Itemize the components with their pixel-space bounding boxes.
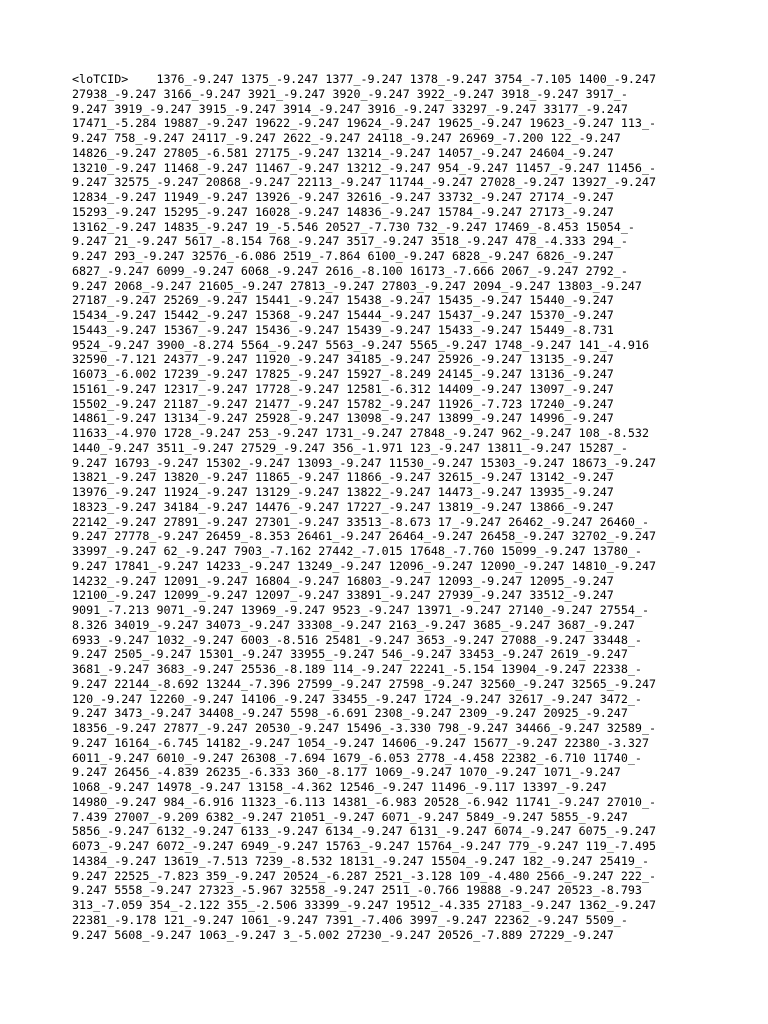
text-line: 22381_-9.178 121_-9.247 1061_-9.247 7391_-7.406 3997_-9.247 22362_-9.247 5509_- <box>72 912 628 927</box>
text-line: 8.326 34019_-9.247 34073_-9.247 33308_-9.247 2163_-9.247 3685_-9.247 3687_-9.247 <box>72 617 635 632</box>
text-line: 9.247 16793_-9.247 15302_-9.247 13093_-9.247 11530_-9.247 15303_-9.247 18673_-9.247 <box>72 455 657 470</box>
text-line: 9.247 17841_-9.247 14233_-9.247 13249_-9.247 12096_-9.247 12090_-9.247 14810_-9.247 <box>72 558 657 573</box>
text-line: 9.247 5608_-9.247 1063_-9.247 3_-5.002 27230_-9.247 20526_-7.889 27229_-9.247 <box>72 927 614 942</box>
text-line: 9.247 5558_-9.247 27323_-5.967 32558_-9.247 2511_-0.766 19888_-9.247 20523_-8.793 <box>72 883 642 898</box>
text-line: 13821_-9.247 13820_-9.247 11865_-9.247 11866_-9.247 32615_-9.247 13142_-9.247 <box>72 470 614 485</box>
text-line: 15161_-9.247 12317_-9.247 17728_-9.247 12581_-6.312 14409_-9.247 13097_-9.247 <box>72 381 614 396</box>
text-line: 120_-9.247 12260_-9.247 14106_-9.247 33455_-9.247 1724_-9.247 32617_-9.247 3472_- <box>72 691 642 706</box>
text-line: 6073_-9.247 6072_-9.247 6949_-9.247 15763_-9.247 15764_-9.247 779_-9.247 119_-7.495 <box>72 839 657 853</box>
text-line: 9.247 3919_-9.247 3915_-9.247 3914_-9.247 3916_-9.247 33297_-9.247 33177_-9.247 <box>72 101 628 116</box>
text-line: 22142_-9.247 27891_-9.247 27301_-9.247 33513_-8.673 17_-9.247 26462_-9.247 26460_- <box>72 514 649 529</box>
text-line: 9.247 22525_-7.823 359_-9.247 20524_-6.287 2521_-3.128 109_-4.480 2566_-9.247 222_- <box>72 868 657 883</box>
text-line: 9.247 22144_-8.692 13244_-7.396 27599_-9.247 27598_-9.247 32560_-9.247 32565_-9.247 <box>72 676 657 691</box>
text-line: 15293_-9.247 15295_-9.247 16028_-9.247 14836_-9.247 15784_-9.247 27173_-9.247 <box>72 204 614 219</box>
text-line: 15434_-9.247 15442_-9.247 15368_-9.247 15444_-9.247 15437_-9.247 15370_-9.247 <box>72 308 614 322</box>
text-line: 14826_-9.247 27805_-6.581 27175_-9.247 13214_-9.247 14057_-9.247 24604_-9.247 <box>72 145 614 160</box>
text-line: 17471_-5.284 19887_-9.247 19622_-9.247 19624_-9.247 19625_-9.247 19623_-9.247 113_- <box>72 116 657 131</box>
text-line: 18323_-9.247 34184_-9.247 14476_-9.247 17227_-9.247 13819_-9.247 13866_-9.247 <box>72 499 614 514</box>
text-line: 13976_-9.247 11924_-9.247 13129_-9.247 13822_-9.247 14473_-9.247 13935_-9.247 <box>72 485 614 499</box>
text-line: 9.247 27778_-9.247 26459_-8.353 26461_-9.247 26464_-9.247 26458_-9.247 32702_-9.247 <box>72 529 657 544</box>
text-line: 313_-7.059 354_-2.122 355_-2.506 33399_-9.247 19512_-4.335 27183_-9.247 1362_-9.247 <box>72 898 657 912</box>
text-line: 11633_-4.970 1728_-9.247 253_-9.247 1731_-9.247 27848_-9.247 962_-9.247 108_-8.532 <box>72 426 649 440</box>
text-line: 9.247 758_-9.247 24117_-9.247 2622_-9.247 24118_-9.247 26969_-7.200 122_-9.247 <box>72 131 621 145</box>
text-line: 9.247 3473_-9.247 34408_-9.247 5598_-6.691 2308_-9.247 2309_-9.247 20925_-9.247 <box>72 706 628 721</box>
text-line: 12100_-9.247 12099_-9.247 12097_-9.247 33891_-9.247 27939_-9.247 33512_-9.247 <box>72 588 614 603</box>
text-line: 6933_-9.247 1032_-9.247 6003_-8.516 25481_-9.247 3653_-9.247 27088_-9.247 33448_- <box>72 632 642 647</box>
text-line: 16073_-6.002 17239_-9.247 17825_-9.247 15927_-8.249 24145_-9.247 13136_-9.247 <box>72 367 614 381</box>
text-line: 1068_-9.247 14978_-9.247 13158_-4.362 12546_-9.247 11496_-9.117 13397_-9.247 <box>72 780 607 794</box>
text-line: 27187_-9.247 25269_-9.247 15441_-9.247 15438_-9.247 15435_-9.247 15440_-9.247 <box>72 293 614 308</box>
text-line: 6827_-9.247 6099_-9.247 6068_-9.247 2616_-8.100 16173_-7.666 2067_-9.247 2792_- <box>72 263 628 278</box>
text-line: 5856_-9.247 6132_-9.247 6133_-9.247 6134_-9.247 6131_-9.247 6074_-9.247 6075_-9.247 <box>72 824 657 839</box>
text-line: 13162_-9.247 14835_-9.247 19_-5.546 20527_-7.730 732_-9.247 17469_-8.453 15054_- <box>72 219 635 234</box>
text-line: 9.247 21_-9.247 5617_-8.154 768_-9.247 3517_-9.247 3518_-9.247 478_-4.333 294_- <box>72 234 628 249</box>
text-line: 15443_-9.247 15367_-9.247 15436_-9.247 15439_-9.247 15433_-9.247 15449_-8.731 <box>72 322 614 337</box>
text-line: 15502_-9.247 21187_-9.247 21477_-9.247 15782_-9.247 11926_-7.723 17240_-9.247 <box>72 396 614 411</box>
text-line: 9.247 293_-9.247 32576_-6.086 2519_-7.864 6100_-9.247 6828_-9.247 6826_-9.247 <box>72 249 614 263</box>
text-line: 3681_-9.247 3683_-9.247 25536_-8.189 114_-9.247 22241_-5.154 13904_-9.247 22338_- <box>72 662 642 676</box>
text-line: 14384_-9.247 13619_-7.513 7239_-8.532 18131_-9.247 15504_-9.247 182_-9.247 25419_- <box>72 853 649 868</box>
text-line: 9.247 26456_-4.839 26235_-6.333 360_-8.177 1069_-9.247 1070_-9.247 1071_-9.247 <box>72 765 621 780</box>
text-line: 14232_-9.247 12091_-9.247 16804_-9.247 16803_-9.247 12093_-9.247 12095_-9.247 <box>72 573 614 588</box>
text-line: 9524_-9.247 3900_-8.274 5564_-9.247 5563_-9.247 5565_-9.247 1748_-9.247 141_-4.916 <box>72 337 649 352</box>
text-line: 7.439 27007_-9.209 6382_-9.247 21051_-9.247 6071_-9.247 5849_-9.247 5855_-9.247 <box>72 809 628 824</box>
document-text-body <box>72 72 712 942</box>
text-line: 9.247 16164_-6.745 14182_-9.247 1054_-9.247 14606_-9.247 15677_-9.247 22380_-3.327 <box>72 735 649 750</box>
text-line: 12834_-9.247 11949_-9.247 13926_-9.247 32616_-9.247 33732_-9.247 27174_-9.247 <box>72 190 614 204</box>
text-line: 27938_-9.247 3166_-9.247 3921_-9.247 3920_-9.247 3922_-9.247 3918_-9.247 3917_- <box>72 86 628 101</box>
text-line: 6011_-9.247 6010_-9.247 26308_-7.694 1679_-6.053 2778_-4.458 22382_-6.710 11740_- <box>72 750 642 765</box>
text-line: 9.247 2505_-9.247 15301_-9.247 33955_-9.247 546_-9.247 33453_-9.247 2619_-9.247 <box>72 647 628 662</box>
text-line: 1440_-9.247 3511_-9.247 27529_-9.247 356_-1.971 123_-9.247 13811_-9.247 15287_- <box>72 440 628 455</box>
text-line: 9091_-7.213 9071_-9.247 13969_-9.247 9523_-9.247 13971_-9.247 27140_-9.247 27554_- <box>72 603 649 617</box>
text-line: 9.247 32575_-9.247 20868_-9.247 22113_-9.247 11744_-9.247 27028_-9.247 13927_-9.247 <box>72 175 657 190</box>
text-line: 14980_-9.247 984_-6.916 11323_-6.113 14381_-6.983 20528_-6.942 11741_-9.247 27010_- <box>72 794 657 809</box>
text-line: 32590_-7.121 24377_-9.247 11920_-9.247 34185_-9.247 25926_-9.247 13135_-9.247 <box>72 352 614 367</box>
text-line: 14861_-9.247 13134_-9.247 25928_-9.247 13098_-9.247 13899_-9.247 14996_-9.247 <box>72 411 614 426</box>
text-line: 33997_-9.247 62_-9.247 7903_-7.162 27442_-7.015 17648_-7.760 15099_-9.247 13780_- <box>72 544 642 558</box>
text-line: 13210_-9.247 11468_-9.247 11467_-9.247 13212_-9.247 954_-9.247 11457_-9.247 11456_- <box>72 160 657 175</box>
text-line: <loTCID> 1376_-9.247 1375_-9.247 1377_-9.247 1378_-9.247 3754_-7.105 1400_-9.247 <box>72 72 657 86</box>
text-line: 9.247 2068_-9.247 21605_-9.247 27813_-9.247 27803_-9.247 2094_-9.247 13803_-9.247 <box>72 278 642 293</box>
text-line: 18356_-9.247 27877_-9.247 20530_-9.247 15496_-3.330 798_-9.247 34466_-9.247 32589_- <box>72 721 657 735</box>
